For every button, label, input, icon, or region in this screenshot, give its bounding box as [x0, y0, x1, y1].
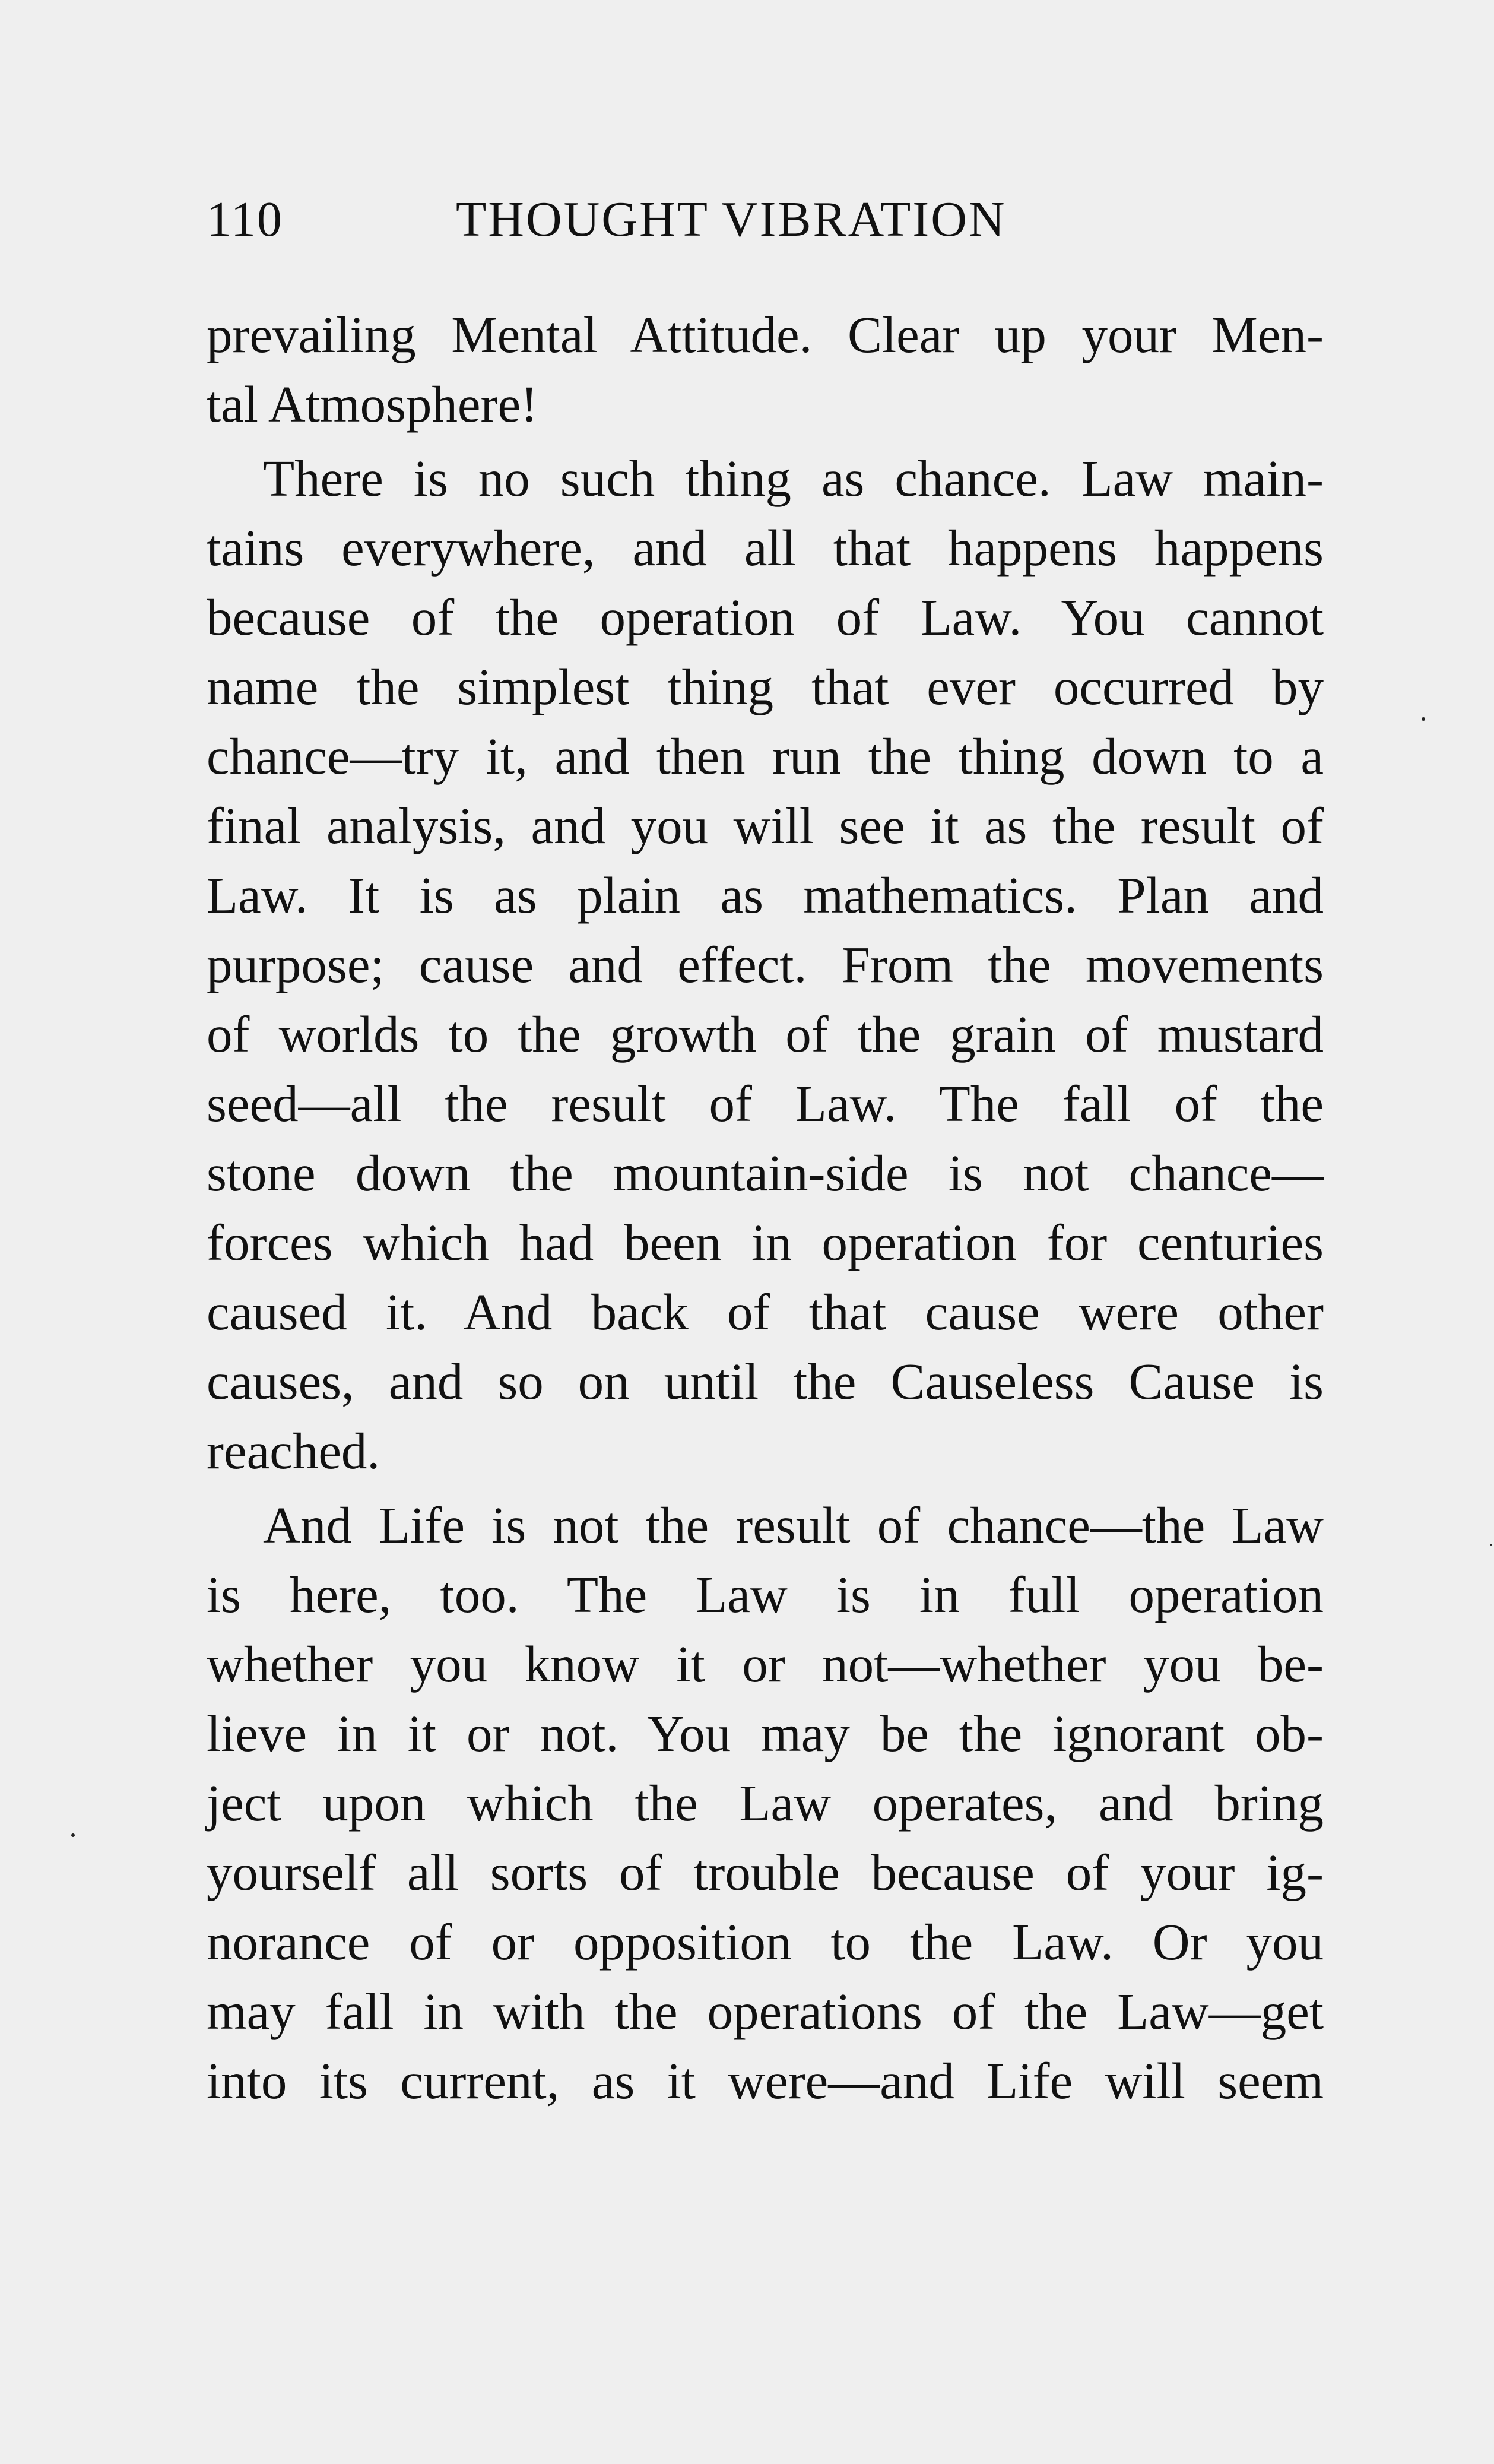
text-line: lieve in it or not. You may be the ignorant ob-	[207, 1705, 1324, 1762]
text-line: forces which had been in operation for centuries	[207, 1214, 1324, 1271]
text-line: of worlds to the growth of the grain of mustard	[207, 1005, 1324, 1063]
text-line: causes, and so on until the Causeless Cause is	[207, 1353, 1324, 1410]
paragraph-3	[207, 1490, 1324, 2115]
text-line: chance—try it, and then run the thing down to a	[207, 727, 1324, 785]
text-line: And Life is not the result of chance—the Law	[263, 1496, 1324, 1554]
text-line: prevailing Mental Attitude. Clear up your Men-	[207, 306, 1324, 363]
text-line: caused it. And back of that cause were other	[207, 1283, 1324, 1341]
text-line: stone down the mountain-side is not chance—	[207, 1144, 1324, 1202]
text-line: There is no such thing as chance. Law main-	[263, 449, 1324, 507]
body-text	[207, 300, 1324, 2115]
text-line: tains everywhere, and all that happens happens	[207, 519, 1324, 577]
text-line: whether you know it or not—whether you be-	[207, 1635, 1324, 1693]
paragraph-1	[207, 300, 1324, 439]
text-line: seed—all the result of Law. The fall of the	[207, 1075, 1324, 1132]
running-title: THOUGHT VIBRATION	[456, 192, 1007, 247]
paragraph-2	[207, 444, 1324, 1486]
text-line: yourself all sorts of trouble because of your ig-	[207, 1844, 1324, 1901]
text-line: Law. It is as plain as mathematics. Plan and	[207, 866, 1324, 924]
page-number: 110	[207, 192, 283, 247]
ink-speck	[1422, 717, 1425, 721]
text-line: may fall in with the operations of the Law—get	[207, 1982, 1324, 2040]
text-line: reached.	[207, 1422, 380, 1480]
ink-speck	[1490, 1544, 1492, 1546]
text-line: because of the operation of Law. You cannot	[207, 588, 1324, 646]
text-line: into its current, as it were—and Life will seem	[207, 2052, 1324, 2110]
text-line: norance of or opposition to the Law. Or you	[207, 1913, 1324, 1971]
ink-speck	[71, 1833, 75, 1837]
text-line: tal Atmosphere!	[207, 375, 538, 433]
text-line: is here, too. The Law is in full operation	[207, 1566, 1324, 1623]
text-line: name the simplest thing that ever occurred by	[207, 658, 1324, 715]
text-line: purpose; cause and effect. From the movements	[207, 936, 1324, 993]
page-header	[207, 190, 1322, 249]
text-line: ject upon which the Law operates, and bring	[207, 1774, 1324, 1832]
text-line: final analysis, and you will see it as the result of	[207, 797, 1324, 854]
